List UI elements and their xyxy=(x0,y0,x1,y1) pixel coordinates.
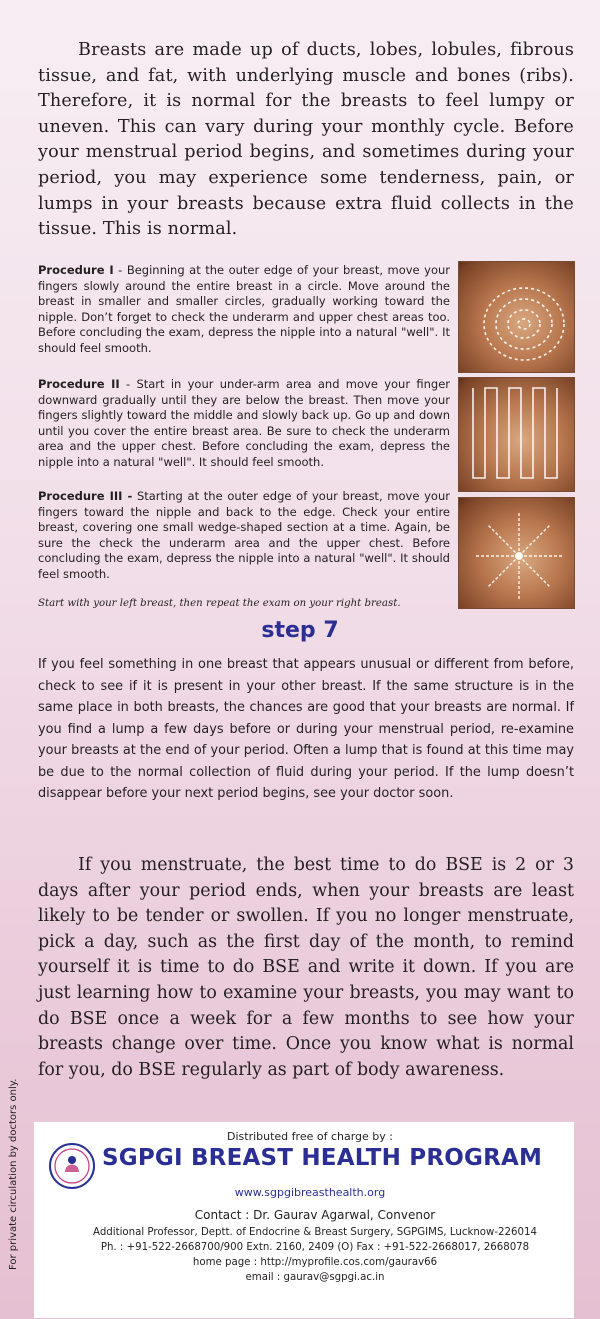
private-circulation-note: For private circulation by doctors only. xyxy=(8,1078,19,1270)
program-title: SGPGI BREAST HEALTH PROGRAM xyxy=(102,1145,543,1171)
wedge-pattern-illustration xyxy=(458,497,575,609)
program-logo xyxy=(48,1142,96,1190)
procedure-2-label: Procedure II xyxy=(38,377,120,391)
circle-pattern-illustration xyxy=(458,261,575,373)
procedure-3 xyxy=(38,489,450,583)
radial-arrows-icon xyxy=(459,498,574,608)
procedure-1 xyxy=(38,263,450,357)
step-heading: step 7 xyxy=(261,618,339,643)
contact-line: Contact : Dr. Gaurav Agarwal, Convenor xyxy=(194,1208,436,1222)
vertical-strip-illustration xyxy=(458,377,575,492)
vertical-strip-icon xyxy=(459,378,574,491)
procedure-2-text: - Start in your under-arm area and move your finger downward gradually until they are below the breast. Then move your fingers slightly toward the middle and slowly back up. Go up and down until you cover the entire breast area. Be sure to check the underarm area and the upper chest. Before concluding the exam, depress the nipple into a natural "well". It should feel smooth. xyxy=(38,377,450,469)
procedure-1-text: - Beginning at the outer edge of your breast, move your fingers slowly around the entire breast in a circle. Move around the breast in smaller and smaller circles, gradually working toward the nipple. Don’t forget to check the underarm and upper chest areas too. Before concluding the exam, depress the nipple into a natural "well". It should feel smooth. xyxy=(38,263,450,355)
homepage-link[interactable]: home page : http://myprofile.cos.com/gaurav66 xyxy=(192,1257,438,1268)
phone-line: Ph. : +91-522-2668700/900 Extn. 2160, 2409 (O) Fax : +91-522-2668017, 2668078 xyxy=(100,1242,530,1253)
procedure-3-label: Procedure III - xyxy=(38,489,133,503)
email-link[interactable]: email : gaurav@sgpgi.ac.in xyxy=(245,1272,385,1283)
program-website-link[interactable]: www.sgpgibreasthealth.org xyxy=(234,1186,386,1199)
address-line: Additional Professor, Deptt. of Endocrine & Breast Surgery, SGPGIMS, Lucknow-226014 xyxy=(93,1227,537,1238)
step7-paragraph: If you feel something in one breast that appears unusual or different from before, check to see if it is present in your other breast. If the same structure is in the same place in both breasts, the chances are good that your breasts are normal. If you find a lump a few days before or during your menstrual period, re-examine your breasts at the end of your period. Often a lump that is found at this time may be due to the normal collection of fluid during your period. If the lump doesn’t disappear before your next period begins, see your doctor soon. xyxy=(38,657,574,801)
spiral-icon xyxy=(459,262,574,372)
procedure-3-text: Starting at the outer edge of your breast, move your fingers toward the nipple and back to the edge. Check your entire breast, covering one small wedge-shaped section at a time. Again, be sure the check the underarm area and the upper chest. Before concluding the exam, depress the nipple into a natural "well". It should feel smooth. xyxy=(38,489,450,581)
distributed-by: Distributed free of charge by : xyxy=(227,1130,393,1143)
sgpgi-logo-icon xyxy=(48,1142,96,1190)
outro-paragraph: If you menstruate, the best time to do BSE is 2 or 3 days after your period ends, when your breasts are least likely to be tender or swollen. If you no longer menstruate, pick a day, such as the first day of the month, to remind yourself it is time to do BSE and write it down. If you are just learning how to examine your breasts, you may want to do BSE once a week for a few months to see how your breasts change over time. Once you know what is normal for you, do BSE regularly as part of body awareness. xyxy=(38,855,574,1080)
procedure-2 xyxy=(38,377,450,471)
procedure-1-label: Procedure I xyxy=(38,263,114,277)
left-right-note: Start with your left breast, then repeat the exam on your right breast. xyxy=(38,598,401,609)
intro-paragraph: Breasts are made up of ducts, lobes, lobules, fibrous tissue, and fat, with underlying muscle and bones (ribs). Therefore, it is normal for the breasts to feel lumpy or uneven. This can vary during your monthly cycle. Before your menstrual period begins, and sometimes during your period, you may experience some tenderness, pain, or lumps in your breasts because extra fluid collects in the tissue. This is normal. xyxy=(38,40,574,240)
